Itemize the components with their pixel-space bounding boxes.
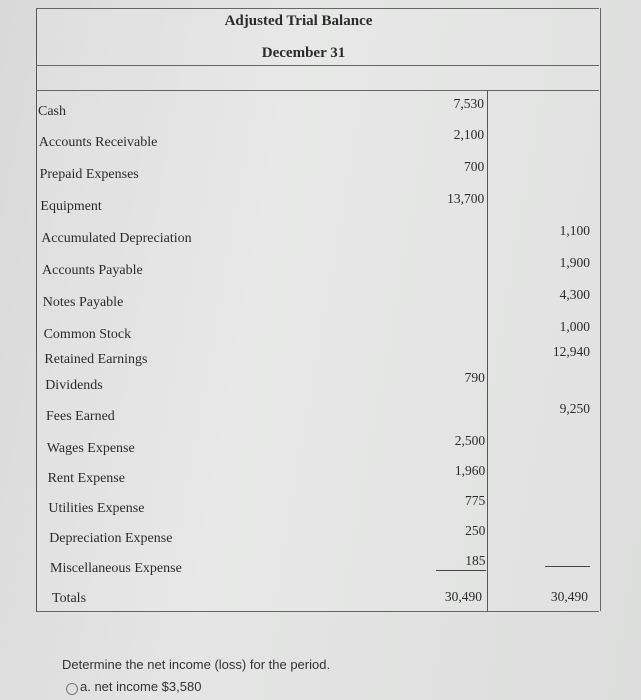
account-name: Retained Earnings	[44, 352, 148, 367]
credit-amount: 12,940	[552, 344, 590, 359]
totals-debit: 30,490	[444, 589, 482, 604]
account-name: Fees Earned	[46, 409, 115, 424]
debit-amount: 250	[465, 523, 486, 538]
account-name: Equipment	[40, 199, 102, 214]
debit-amount: 790	[464, 370, 485, 385]
debit-amount: 13,700	[447, 191, 485, 206]
account-name: Miscellaneous Expense	[50, 561, 182, 576]
account-name: Notes Payable	[42, 295, 124, 310]
account-name: Accounts Receivable	[38, 135, 158, 150]
debit-total-rule	[436, 570, 486, 571]
account-name: Prepaid Expenses	[39, 167, 139, 182]
account-name: Rent Expense	[47, 471, 125, 486]
rule-line	[36, 90, 599, 91]
credit-amount: 1,900	[559, 255, 590, 270]
account-name: Accounts Payable	[42, 263, 143, 278]
rule-line	[36, 8, 599, 9]
rule-line	[36, 611, 599, 612]
totals-label: Totals	[52, 591, 87, 606]
account-name: Utilities Expense	[48, 501, 145, 516]
debit-column-divider	[487, 90, 488, 611]
table-title: Adjusted Trial Balance	[224, 13, 373, 29]
option-a-radio[interactable]	[66, 683, 78, 695]
debit-amount: 7,530	[453, 96, 484, 111]
account-name: Wages Expense	[46, 441, 135, 456]
account-name: Dividends	[45, 378, 103, 393]
account-name: Cash	[38, 104, 66, 119]
debit-amount: 185	[465, 553, 486, 568]
debit-amount: 1,960	[454, 463, 486, 478]
credit-amount: 1,000	[559, 319, 590, 334]
debit-amount: 2,100	[453, 127, 485, 142]
account-name: Accumulated Depreciation	[41, 231, 192, 246]
question-prompt: Determine the net income (loss) for the period.	[62, 657, 331, 672]
option-a-label[interactable]: a. net income $3,580	[80, 679, 202, 694]
debit-amount: 2,500	[454, 433, 486, 448]
credit-amount: 4,300	[559, 287, 590, 302]
table-date: December 31	[261, 45, 346, 61]
account-name: Depreciation Expense	[49, 531, 173, 546]
credit-amount: 1,100	[559, 223, 590, 238]
debit-amount: 775	[465, 493, 486, 508]
account-name: Common Stock	[43, 327, 132, 342]
debit-amount: 700	[463, 159, 485, 174]
rule-line	[36, 65, 599, 66]
credit-amount: 9,250	[559, 401, 590, 416]
credit-total-rule	[545, 566, 590, 567]
totals-credit: 30,490	[550, 589, 588, 604]
